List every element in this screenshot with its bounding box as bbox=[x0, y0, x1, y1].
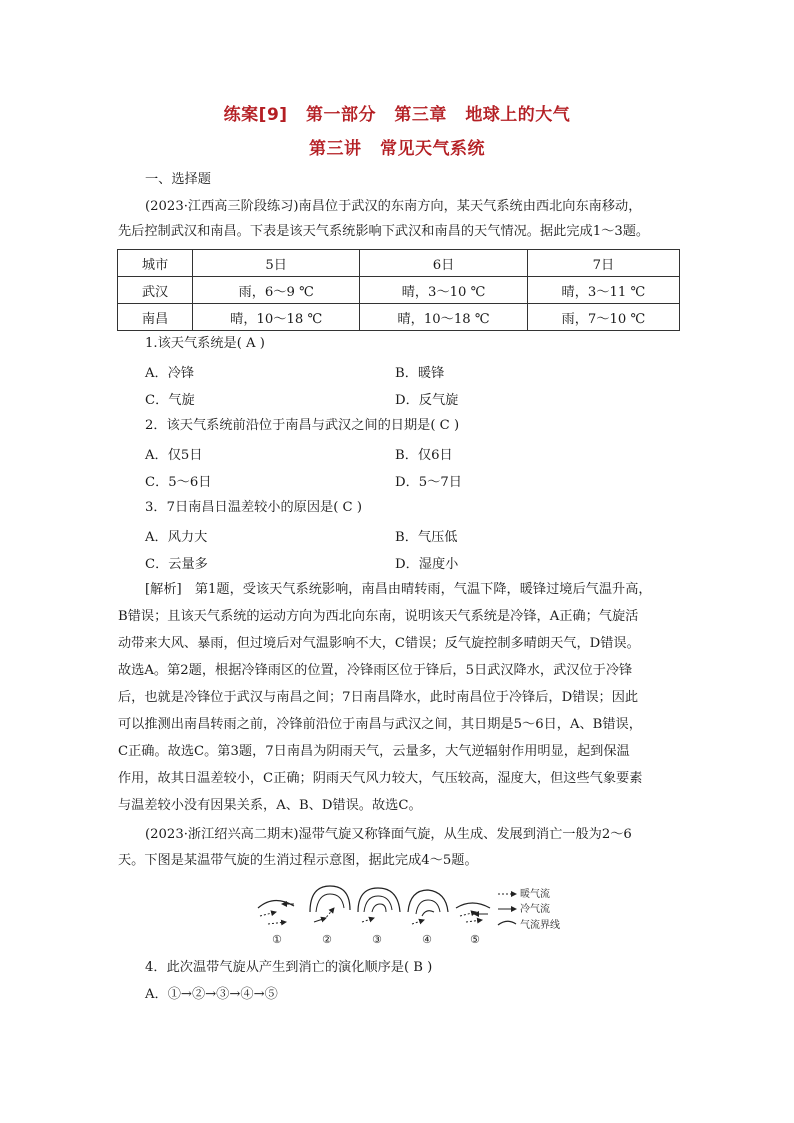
page-subtitle bbox=[0, 134, 794, 159]
option: C．云量多 bbox=[145, 557, 208, 572]
analysis-line: C正确。故选C。第3题，7日南昌为阴雨天气，云量多，大气逆辐射作用明显，起到保温 bbox=[118, 744, 630, 759]
option: B．仅6日 bbox=[395, 448, 453, 463]
table-row bbox=[118, 277, 680, 304]
table-cell: 雨，7～10 ℃ bbox=[527, 304, 679, 331]
title-part: 第一部分 bbox=[305, 105, 376, 125]
analysis-line: 故选A。第2题，根据冷锋雨区的位置，冷锋雨区位于锋后，5日武汉降水，武汉位于冷锋 bbox=[118, 663, 633, 678]
option: A．①→②→③→④→⑤ bbox=[145, 987, 278, 1002]
title-part: 地球上的大气 bbox=[465, 105, 571, 125]
table-header-cell: 5日 bbox=[193, 250, 360, 277]
table-header-cell: 7日 bbox=[527, 250, 679, 277]
stage-label: ② bbox=[322, 933, 332, 946]
subtitle-part: 常见天气系统 bbox=[379, 139, 485, 159]
boundary-legend-icon bbox=[498, 921, 516, 925]
option: A．风力大 bbox=[145, 530, 208, 545]
option: A．冷锋 bbox=[145, 366, 195, 381]
stage-label: ① bbox=[272, 933, 282, 946]
intro-line: 天。下图是某温带气旋的生消过程示意图，据此完成4～5题。 bbox=[118, 853, 478, 868]
stage-1-sketch bbox=[258, 900, 294, 924]
stage-label: ③ bbox=[372, 933, 382, 946]
table-cell: 晴，10～18 ℃ bbox=[360, 304, 527, 331]
legend-label: 气流界线 bbox=[520, 920, 560, 931]
table-cell: 晴，10～18 ℃ bbox=[193, 304, 360, 331]
table-header-cell: 6日 bbox=[360, 250, 527, 277]
cyclone-lifecycle-diagram bbox=[250, 882, 580, 950]
intro-line: 先后控制武汉和南昌。下表是该天气系统影响下武汉和南昌的天气情况。据此完成1～3题。 bbox=[118, 224, 650, 239]
table-cell: 晴，3～10 ℃ bbox=[360, 277, 527, 304]
table-cell: 晴，3～11 ℃ bbox=[527, 277, 679, 304]
page-title bbox=[0, 100, 794, 125]
option: C．气旋 bbox=[145, 393, 195, 408]
option: D．湿度小 bbox=[395, 557, 459, 572]
title-part: 练案[9] bbox=[223, 105, 288, 125]
question-stem: 2．该天气系统前沿位于南昌与武汉之间的日期是( C ) bbox=[145, 418, 460, 433]
analysis-line: 作用，故其日温差较小，C正确；阴雨天气风力较大，气压较高，湿度大，但这些气象要素 bbox=[118, 771, 643, 786]
analysis-line: 与温差较小没有因果关系，A、B、D错误。故选C。 bbox=[118, 798, 422, 813]
stage-label: ⑤ bbox=[470, 933, 480, 946]
diagram-legend bbox=[498, 887, 560, 931]
question-stem: 3．7日南昌日温差较小的原因是( C ) bbox=[145, 500, 362, 515]
stage-3-sketch bbox=[358, 888, 400, 922]
stage-label: ④ bbox=[422, 933, 432, 946]
option: D．反气旋 bbox=[395, 393, 459, 408]
legend-label: 冷气流 bbox=[520, 904, 550, 915]
analysis-line: [解析] 第1题，受该天气系统影响，南昌由晴转雨，气温下降，暖锋过境后气温升高， bbox=[145, 582, 652, 597]
stage-2-sketch bbox=[310, 886, 350, 922]
analysis-line: 动带来大风、暴雨，但过境后对气温影响不大，C错误；反气旋控制多晴朗天气，D错误。 bbox=[118, 636, 640, 651]
title-part: 第三章 bbox=[394, 105, 447, 125]
table-header-cell: 城市 bbox=[118, 250, 193, 277]
table-cell: 南昌 bbox=[118, 304, 193, 331]
analysis-line: 可以推测出南昌转雨之前，冷锋前沿位于南昌与武汉之间，其日期是5～6日，A、B错误， bbox=[118, 717, 642, 732]
option: D．5～7日 bbox=[395, 475, 462, 490]
analysis-line: 后，也就是冷锋位于武汉与南昌之间；7日南昌降水，此时南昌位于冷锋后，D错误；因此 bbox=[118, 690, 639, 705]
question-stem: 4．此次温带气旋从产生到消亡的演化顺序是( B ) bbox=[145, 960, 433, 975]
analysis-line: B错误；且该天气系统的运动方向为西北向东南，说明该天气系统是冷锋，A正确；气旋活 bbox=[118, 609, 639, 624]
table-cell: 武汉 bbox=[118, 277, 193, 304]
intro-line: (2023·浙江绍兴高二期末)湿带气旋又称锋面气旋，从生成、发展到消亡一般为2～6 bbox=[145, 827, 632, 842]
option: B．气压低 bbox=[395, 530, 458, 545]
weather-table bbox=[117, 249, 680, 331]
table-cell: 雨，6～9 ℃ bbox=[193, 277, 360, 304]
intro-line: (2023·江西高三阶段练习)南昌位于武汉的东南方向，某天气系统由西北向东南移动， bbox=[145, 199, 642, 214]
table-header-row bbox=[118, 250, 680, 277]
table-row bbox=[118, 304, 680, 331]
option: C．5～6日 bbox=[145, 475, 212, 490]
option: A．仅5日 bbox=[145, 448, 203, 463]
stage-4-sketch bbox=[408, 890, 448, 924]
section-heading: 一、选择题 bbox=[145, 172, 211, 187]
question-stem: 1.该天气系统是( A ) bbox=[145, 336, 265, 351]
subtitle-part: 第三讲 bbox=[309, 139, 362, 159]
option: B．暖锋 bbox=[395, 366, 445, 381]
legend-label: 暖气流 bbox=[520, 889, 550, 900]
stage-5-sketch bbox=[456, 903, 490, 922]
